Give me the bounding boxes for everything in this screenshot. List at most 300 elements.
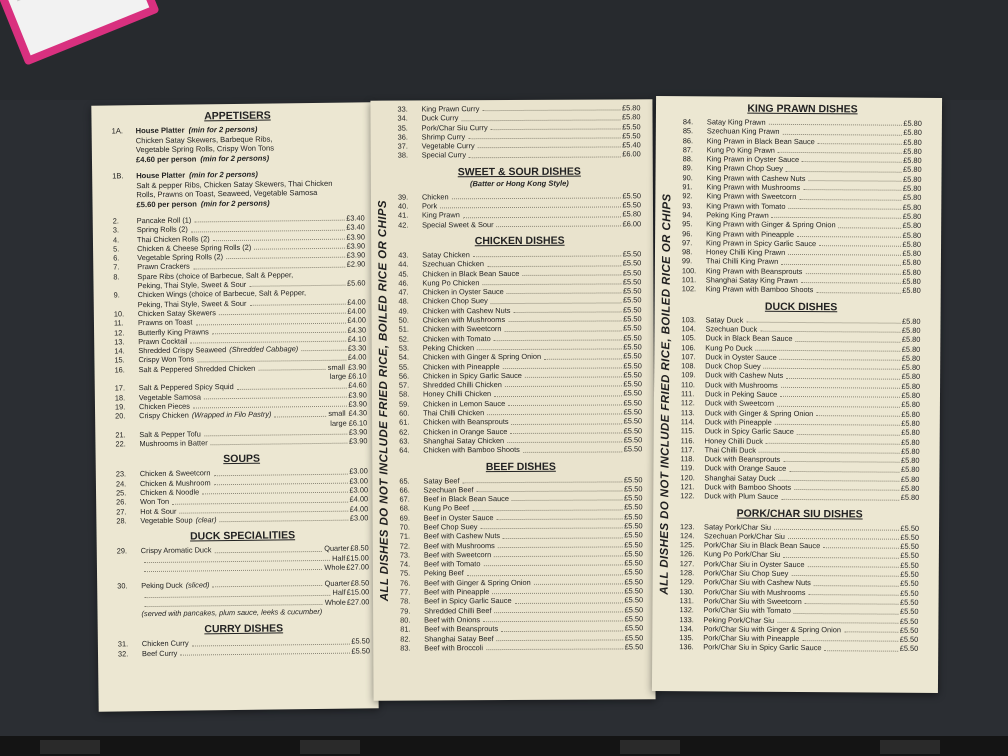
item-price: £27.00 xyxy=(346,597,370,607)
item-price: £5.80 xyxy=(901,344,921,354)
item-price: £5.80 xyxy=(622,209,642,219)
item-number: 16. xyxy=(114,365,125,375)
item-name: Duck Chop Suey xyxy=(705,361,761,371)
menu-item xyxy=(400,642,643,653)
leader-dots xyxy=(144,563,323,572)
item-name: Beef in Spicy Garlic Sauce xyxy=(424,596,512,606)
item-name: Peking Pork/Char Siu xyxy=(703,614,775,625)
item-number: 76. xyxy=(399,578,411,588)
item-name: Kung Po Beef xyxy=(423,503,470,513)
item-price: £5.80 xyxy=(901,353,921,363)
leader-dots xyxy=(508,314,621,322)
leader-dots xyxy=(468,131,620,139)
size-label: small xyxy=(328,408,346,419)
item-name: Pork/Char Siu with Sweetcorn xyxy=(703,596,802,606)
item-number: 80. xyxy=(400,615,411,625)
item-price: £6.10 xyxy=(348,371,367,381)
item-price: £5.80 xyxy=(900,465,920,475)
item-name: Duck Curry xyxy=(421,113,459,123)
item-name: Kung Po King Prawn xyxy=(706,145,775,155)
leader-dots xyxy=(788,202,900,210)
item-price: £5.80 xyxy=(902,211,922,221)
item-name: King Prawn Chop Suey xyxy=(706,163,784,174)
item-number: 120. xyxy=(680,472,695,482)
leader-dots xyxy=(219,514,347,523)
leader-dots xyxy=(301,344,346,352)
item-price: £5.50 xyxy=(900,579,919,589)
item-price: £5.50 xyxy=(900,597,919,607)
item-number: 52. xyxy=(398,334,409,344)
leader-dots xyxy=(274,409,326,417)
item-price: £5.50 xyxy=(623,425,643,436)
item-name: Satay Pork/Char Siu xyxy=(704,521,772,532)
menu-item xyxy=(679,643,918,654)
item-name: Thai Chilli Chicken xyxy=(423,408,485,418)
leader-dots xyxy=(467,568,623,576)
leader-dots xyxy=(823,541,898,549)
item-price: £5.50 xyxy=(624,512,643,522)
leader-dots xyxy=(204,427,347,436)
leader-dots xyxy=(452,191,621,199)
item-name: King Prawn with Cashew Nuts xyxy=(706,173,806,183)
item-price: £5.80 xyxy=(901,409,920,419)
item-price: £5.50 xyxy=(624,623,644,633)
item-name: Duck with Sweetcorn xyxy=(704,398,774,409)
item-name: Honey Chilli King Prawn xyxy=(705,247,786,258)
item-name: Chicken with Sweetcorn xyxy=(422,324,502,334)
item-price: £5.50 xyxy=(623,435,643,445)
item-price: £3.90 xyxy=(348,427,368,437)
leader-dots xyxy=(487,259,621,267)
item-number: 92. xyxy=(682,191,693,201)
item-price: £4.60 per person xyxy=(135,153,197,164)
item-name: Satay Duck xyxy=(705,315,744,325)
menu-item xyxy=(398,219,641,230)
item-number: 133. xyxy=(679,614,694,624)
item-price: £5.80 xyxy=(902,239,922,249)
item-price: £8.50 xyxy=(350,543,369,553)
item-number: 94. xyxy=(682,210,693,220)
item-number: 33. xyxy=(397,104,408,114)
item-name: Chicken in Lemon Sauce xyxy=(422,398,506,409)
leader-dots xyxy=(808,174,901,182)
item-number: 93. xyxy=(682,200,693,210)
item-price: £5.50 xyxy=(900,569,919,579)
item-number: 97. xyxy=(682,238,693,248)
item-price: £5.50 xyxy=(624,632,644,642)
item-number: 90. xyxy=(682,172,693,183)
menu-panel-middle xyxy=(370,99,655,700)
item-price: £3.90 xyxy=(348,390,367,400)
portion-label: Half xyxy=(332,588,346,598)
item-price: £15.00 xyxy=(346,552,369,563)
item-number: 48. xyxy=(398,296,409,307)
item-name: Beef with Ginger & Spring Onion xyxy=(423,577,531,588)
item-price: £5.50 xyxy=(900,541,919,552)
leader-dots xyxy=(805,597,898,605)
item-price: £5.50 xyxy=(624,577,643,587)
menu-item xyxy=(398,150,641,161)
item-price: £5.80 xyxy=(902,258,921,268)
item-name: Pork xyxy=(421,201,438,211)
item-number: 69. xyxy=(399,513,410,523)
item-number: 25. xyxy=(115,488,127,498)
item-price: £3.90 xyxy=(348,399,368,409)
sweet-sour-list xyxy=(398,191,641,229)
item-number: 116. xyxy=(680,435,695,445)
curry-list xyxy=(118,637,370,659)
chicken-list xyxy=(398,249,642,455)
item-number: 7. xyxy=(113,262,120,272)
item-name: Beef with Mushrooms xyxy=(423,540,495,551)
item-name: Peking Duck xyxy=(141,580,183,591)
item-number: 82. xyxy=(400,634,411,644)
item-name: Chicken with Ginger & Spring Onion xyxy=(422,352,542,362)
item-price: £5.80 xyxy=(901,400,920,410)
leader-dots xyxy=(477,484,622,492)
item-number: 112. xyxy=(680,398,695,408)
item-price: £5.50 xyxy=(900,551,919,561)
item-number: 51. xyxy=(398,324,409,334)
item-price: £3.40 xyxy=(346,222,365,232)
item-number: 40. xyxy=(397,201,409,211)
leader-dots xyxy=(825,644,898,652)
leader-dots xyxy=(781,257,900,265)
item-name: Chicken Chop Suey xyxy=(422,296,488,306)
leader-dots xyxy=(237,381,347,390)
item-number: 129. xyxy=(679,577,695,587)
item-price: £5.50 xyxy=(899,625,919,635)
item-number: 50. xyxy=(398,315,409,325)
leader-dots xyxy=(781,381,900,389)
item-price: £5.50 xyxy=(900,532,920,542)
item-name: Chicken in Spicy Garlic Sauce xyxy=(422,370,522,381)
leader-dots xyxy=(249,297,345,305)
item-name: Chicken with Tomato xyxy=(422,333,491,344)
item-number: 128. xyxy=(679,568,695,578)
leader-dots xyxy=(472,503,622,511)
item-price: £5.80 xyxy=(901,455,920,465)
item-price: £5.40 xyxy=(622,140,641,150)
leader-dots xyxy=(786,371,900,379)
item-name: Chicken & Mushroom xyxy=(139,478,211,488)
item-price: £5.50 xyxy=(623,484,643,494)
leader-dots xyxy=(788,532,899,540)
leader-dots xyxy=(483,559,622,567)
item-price: £8.50 xyxy=(350,578,370,588)
item-number: 18. xyxy=(114,392,126,403)
item-number: 96. xyxy=(682,228,693,238)
item-number: 84. xyxy=(682,117,694,127)
leader-dots xyxy=(213,467,347,476)
item-number: 68. xyxy=(399,503,410,513)
item-price: £5.50 xyxy=(624,539,643,549)
item-name: King Prawn with Bamboo Shoots xyxy=(705,284,814,295)
leader-dots xyxy=(797,427,899,435)
leader-dots xyxy=(473,249,621,257)
item-name: Beef Curry xyxy=(141,648,178,658)
item-price: £5.50 xyxy=(624,614,644,624)
item-number: 115. xyxy=(680,426,695,436)
item-number: 121. xyxy=(680,482,695,492)
item-price: £5.50 xyxy=(623,305,642,315)
item-price: £5.50 xyxy=(623,332,642,343)
beef-list xyxy=(399,475,643,653)
item-number: 53. xyxy=(398,343,410,353)
leader-dots xyxy=(503,361,622,369)
leader-dots xyxy=(807,560,898,568)
item-number: 118. xyxy=(680,454,695,464)
item-number: 108. xyxy=(681,361,696,371)
leader-dots xyxy=(801,276,901,284)
item-name: Satay Chicken xyxy=(422,250,470,260)
item-price: £3.90 xyxy=(347,362,367,372)
item-number: 55. xyxy=(398,362,410,372)
item-name: Kung Po Pork/Char Siu xyxy=(703,549,781,560)
item-price: £5.50 xyxy=(351,645,371,656)
section-heading-duck-specialities: DUCK SPECIALITIES xyxy=(189,529,296,543)
item-number: 21. xyxy=(115,430,126,440)
platter-description: Vegetable Spring Rolls, Crispy Won Tons xyxy=(135,143,275,155)
portion-label: Whole xyxy=(324,562,346,572)
item-number: 37. xyxy=(397,141,408,151)
size-label: small xyxy=(327,362,346,372)
item-price: £6.00 xyxy=(622,149,641,159)
leader-dots xyxy=(461,113,620,121)
leader-dots xyxy=(544,352,621,360)
item-price: £4.00 xyxy=(347,306,366,316)
item-number: 64. xyxy=(399,445,410,455)
item-name: Special Curry xyxy=(421,150,467,160)
floor-edge xyxy=(0,736,1008,756)
item-price: £5.80 xyxy=(621,112,641,122)
house-platter xyxy=(112,168,364,209)
item-price: £5.80 xyxy=(901,437,920,447)
leader-dots xyxy=(214,544,322,553)
leader-dots xyxy=(844,625,898,633)
leader-dots xyxy=(492,586,622,594)
item-name: Szechuan Pork/Char Siu xyxy=(703,531,785,541)
item-number: 20. xyxy=(115,411,126,421)
menu-item xyxy=(116,513,368,525)
leader-dots xyxy=(808,588,898,596)
item-name: Hot & Sour xyxy=(140,506,177,516)
menu-item xyxy=(118,646,370,658)
leader-dots xyxy=(179,504,347,513)
item-price: £5.80 xyxy=(901,334,921,345)
side-note-strip-2 xyxy=(652,96,680,691)
item-name: King Prawn with Ginger & Spring Onion xyxy=(706,219,836,230)
item-name: Vegetable Spring Rolls (2) xyxy=(137,252,224,263)
leader-dots xyxy=(469,150,620,158)
leader-dots xyxy=(491,122,620,130)
appetisers-list xyxy=(113,213,368,448)
leader-dots xyxy=(144,588,330,598)
item-price: £5.50 xyxy=(899,634,919,644)
item-name: Chicken Curry xyxy=(141,638,189,649)
booklet-page-edge xyxy=(15,0,121,1)
leader-dots xyxy=(494,549,622,557)
item-price: £5.80 xyxy=(902,183,922,193)
menu-item xyxy=(680,491,919,502)
item-name: Special Sweet & Sour xyxy=(422,219,494,230)
curry-continued-list xyxy=(397,103,640,160)
leader-dots xyxy=(783,127,902,135)
leader-dots xyxy=(780,353,900,361)
platter-description: Chicken Satay Skewers, Barbeque Ribs, xyxy=(135,134,273,145)
item-price: £5.50 xyxy=(623,342,642,352)
leader-dots xyxy=(522,268,621,276)
item-number: 41. xyxy=(398,210,409,220)
item-name: Duck in Peking Sauce xyxy=(704,389,778,399)
item-number: 27. xyxy=(116,506,127,517)
item-name: Pork/Char Siu in Black Bean Sauce xyxy=(703,540,821,551)
item-price: £5.50 xyxy=(624,586,644,596)
item-price: £5.80 xyxy=(900,474,920,484)
item-number: 22. xyxy=(115,439,126,449)
leader-dots xyxy=(772,211,901,219)
item-number: 13. xyxy=(114,337,125,347)
leader-dots xyxy=(211,437,347,446)
leader-dots xyxy=(507,287,621,295)
item-number: 123. xyxy=(680,521,695,531)
item-name: Pork/Char Siu Chop Suey xyxy=(703,568,789,579)
item-name: Satay King Prawn xyxy=(706,117,766,127)
leader-dots xyxy=(839,221,901,229)
item-name: Duck in Black Bean Sauce xyxy=(705,333,793,344)
leader-dots xyxy=(193,260,345,269)
item-name: Pork/Char Siu with Pineapple xyxy=(703,633,800,644)
item-name: Peking Chicken xyxy=(422,343,475,353)
item-name: Shrimp Curry xyxy=(421,132,466,142)
side-note-text-2: ALL DISHES DO NOT INCLUDE FRIED RICE, BOILED RICE OR CHIPS xyxy=(658,192,674,595)
leader-dots xyxy=(756,343,900,351)
item-number: 89. xyxy=(682,163,693,173)
item-price: £5.50 xyxy=(623,388,642,398)
item-note: (min for 2 persons) xyxy=(188,124,258,135)
item-name: Duck in Spicy Garlic Sauce xyxy=(704,426,794,437)
item-price: £5.50 xyxy=(624,549,643,559)
item-name: Beef with Pineapple xyxy=(423,587,490,597)
item-price: £5.80 xyxy=(902,286,921,296)
leader-dots xyxy=(440,201,620,209)
item-number: 131. xyxy=(679,596,694,606)
leader-dots xyxy=(494,389,621,397)
item-price: £5.80 xyxy=(903,137,922,147)
item-number: 47. xyxy=(398,287,409,297)
portion-label: Whole xyxy=(324,597,346,607)
item-price: £5.50 xyxy=(623,323,642,333)
item-price: £5.80 xyxy=(902,248,922,259)
leader-dots xyxy=(777,399,900,407)
item-price: £5.50 xyxy=(624,558,643,568)
size-label: large xyxy=(330,418,347,428)
item-name: Szechuan Chicken xyxy=(422,259,484,269)
item-name: Honey Chilli Chicken xyxy=(422,389,492,399)
item-price: £5.80 xyxy=(901,381,921,391)
item-price: £4.00 xyxy=(349,494,369,504)
item-number: 113. xyxy=(680,407,695,417)
leader-dots xyxy=(795,334,899,342)
item-number: 105. xyxy=(681,333,696,343)
item-name: King Prawn with Sweetcorn xyxy=(706,191,797,202)
item-number: 119. xyxy=(680,463,695,473)
section-heading-pork: PORK/CHAR SIU DISHES xyxy=(736,507,863,521)
item-price: £5.80 xyxy=(901,427,920,438)
leader-dots xyxy=(180,646,349,655)
item-price: £5.50 xyxy=(351,636,370,646)
item-price: £5.80 xyxy=(900,493,920,503)
leader-dots xyxy=(508,398,621,406)
item-name: Peking King Prawn xyxy=(706,210,769,220)
leader-dots xyxy=(195,316,345,325)
item-name: Prawn Cocktail xyxy=(138,336,188,347)
leader-dots xyxy=(219,307,346,316)
item-price: £5.60 per person xyxy=(136,198,197,209)
leader-dots xyxy=(778,474,898,482)
item-number: 130. xyxy=(679,586,695,596)
item-name: Pork/Char Siu with Tomato xyxy=(703,605,791,616)
leader-dots xyxy=(204,390,347,399)
platter-description: Salt & pepper Ribs, Chicken Satay Skewers, Thai Chicken xyxy=(136,178,333,190)
leader-dots xyxy=(214,476,348,485)
item-name: Szechuan King Prawn xyxy=(706,126,780,137)
item-number: 73. xyxy=(399,550,411,560)
item-name: Shredded Chilli Beef xyxy=(424,605,492,616)
item-price: £5.80 xyxy=(902,193,922,203)
item-name: Chicken & Sweetcorn xyxy=(139,468,211,479)
item-number: 46. xyxy=(398,278,409,288)
item-name: Chicken & Cheese Spring Rolls (2) xyxy=(137,242,252,254)
item-price: £5.80 xyxy=(903,155,922,166)
item-number: 65. xyxy=(399,476,410,486)
leader-dots xyxy=(477,342,621,350)
leader-dots xyxy=(816,285,900,293)
item-name: Pork/Char Siu with Cashew Nuts xyxy=(703,577,811,588)
leader-dots xyxy=(816,409,899,417)
leader-dots xyxy=(512,494,622,502)
item-number: 12. xyxy=(114,327,125,338)
item-number: 61. xyxy=(399,417,410,427)
item-number: 19. xyxy=(114,402,126,412)
item-price: £5.50 xyxy=(622,286,642,296)
item-name: Pancake Roll (1) xyxy=(136,215,192,226)
item-name: Chicken Pieces xyxy=(138,401,190,412)
item-number: 87. xyxy=(682,145,694,155)
item-name: House Platter xyxy=(136,170,186,181)
item-name: Beef with Beansprouts xyxy=(424,624,499,634)
item-name: Pork/Char Siu Curry xyxy=(421,122,488,133)
item-name: Vegetable Soup xyxy=(140,515,193,526)
item-name: Spare Ribs (choice of Barbecue, Salt & Pepper, xyxy=(137,270,294,281)
item-price: £3.90 xyxy=(346,231,365,242)
section-heading-soups: SOUPS xyxy=(223,453,261,466)
item-number: 78. xyxy=(400,596,411,606)
item-price: £3.00 xyxy=(349,466,368,477)
item-number: 98. xyxy=(681,247,693,257)
item-number: 45. xyxy=(398,269,409,279)
item-name: Prawn Crackers xyxy=(137,262,190,272)
leader-dots xyxy=(494,333,621,341)
leader-dots xyxy=(507,435,622,443)
leader-dots xyxy=(760,325,900,333)
item-price: £5.50 xyxy=(624,530,643,540)
item-note: (Shredded Cabbage) xyxy=(229,344,299,355)
item-price: £5.50 xyxy=(624,642,644,652)
item-note: (min for 2 persons) xyxy=(189,169,258,180)
item-price: £5.80 xyxy=(902,220,922,231)
leader-dots xyxy=(512,417,622,425)
